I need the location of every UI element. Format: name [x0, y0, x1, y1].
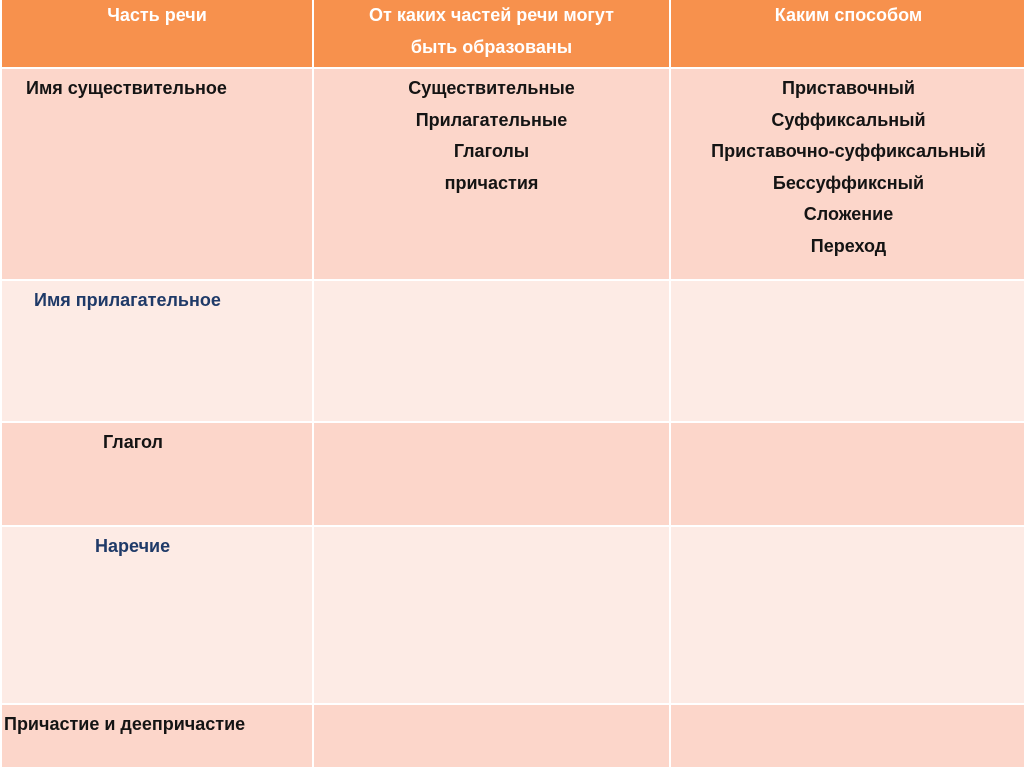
table-row: [1, 280, 1024, 422]
row-noun-label-cell: [1, 68, 313, 280]
row-verb-sources-cell: [313, 422, 670, 526]
list-item: Бессуффиксный: [772, 172, 925, 193]
row-verb-methods-cell: [670, 422, 1024, 526]
list-item: Переход: [810, 235, 887, 256]
list-item: Глаголы: [453, 141, 530, 161]
table-header-row: [1, 0, 1024, 68]
table-row: [1, 422, 1024, 526]
table-row: [1, 704, 1024, 767]
row-adverb-methods-cell: [670, 526, 1024, 704]
row-participle-methods-cell: [670, 704, 1024, 767]
list-item: Прилагательные: [415, 109, 568, 130]
row-label: Глагол: [103, 432, 163, 452]
row-adverb-sources-cell: [313, 526, 670, 704]
list-item: Суффиксальный: [771, 109, 926, 130]
row-noun-methods-cell: [670, 68, 1024, 280]
list-item: Приставочно-суффиксальный: [711, 141, 986, 161]
sources-list: [314, 69, 669, 199]
row-participle-label-cell: [1, 704, 313, 767]
list-item: причастия: [444, 172, 539, 193]
header-method: Каким способом: [670, 0, 1024, 68]
header-part-of-speech: Часть речи: [1, 0, 313, 68]
row-label: Причастие и деепричастие: [4, 714, 246, 734]
row-label: Наречие: [95, 536, 171, 556]
header-source-parts: От каких частей речи могут быть образованы: [313, 0, 670, 68]
row-adjective-sources-cell: [313, 280, 670, 422]
list-item: Существительные: [408, 78, 575, 98]
row-noun-sources-cell: [313, 68, 670, 280]
row-label: Имя существительное: [26, 78, 227, 98]
list-item: Сложение: [803, 204, 894, 224]
list-item: Приставочный: [782, 78, 915, 98]
row-verb-label-cell: [1, 422, 313, 526]
row-adjective-methods-cell: [670, 280, 1024, 422]
row-participle-sources-cell: [313, 704, 670, 767]
table-row: [1, 526, 1024, 704]
table-row: [1, 68, 1024, 280]
methods-list: [671, 69, 1024, 262]
row-label: Имя прилагательное: [34, 290, 221, 310]
row-adverb-label-cell: [1, 526, 313, 704]
row-adjective-label-cell: [1, 280, 313, 422]
